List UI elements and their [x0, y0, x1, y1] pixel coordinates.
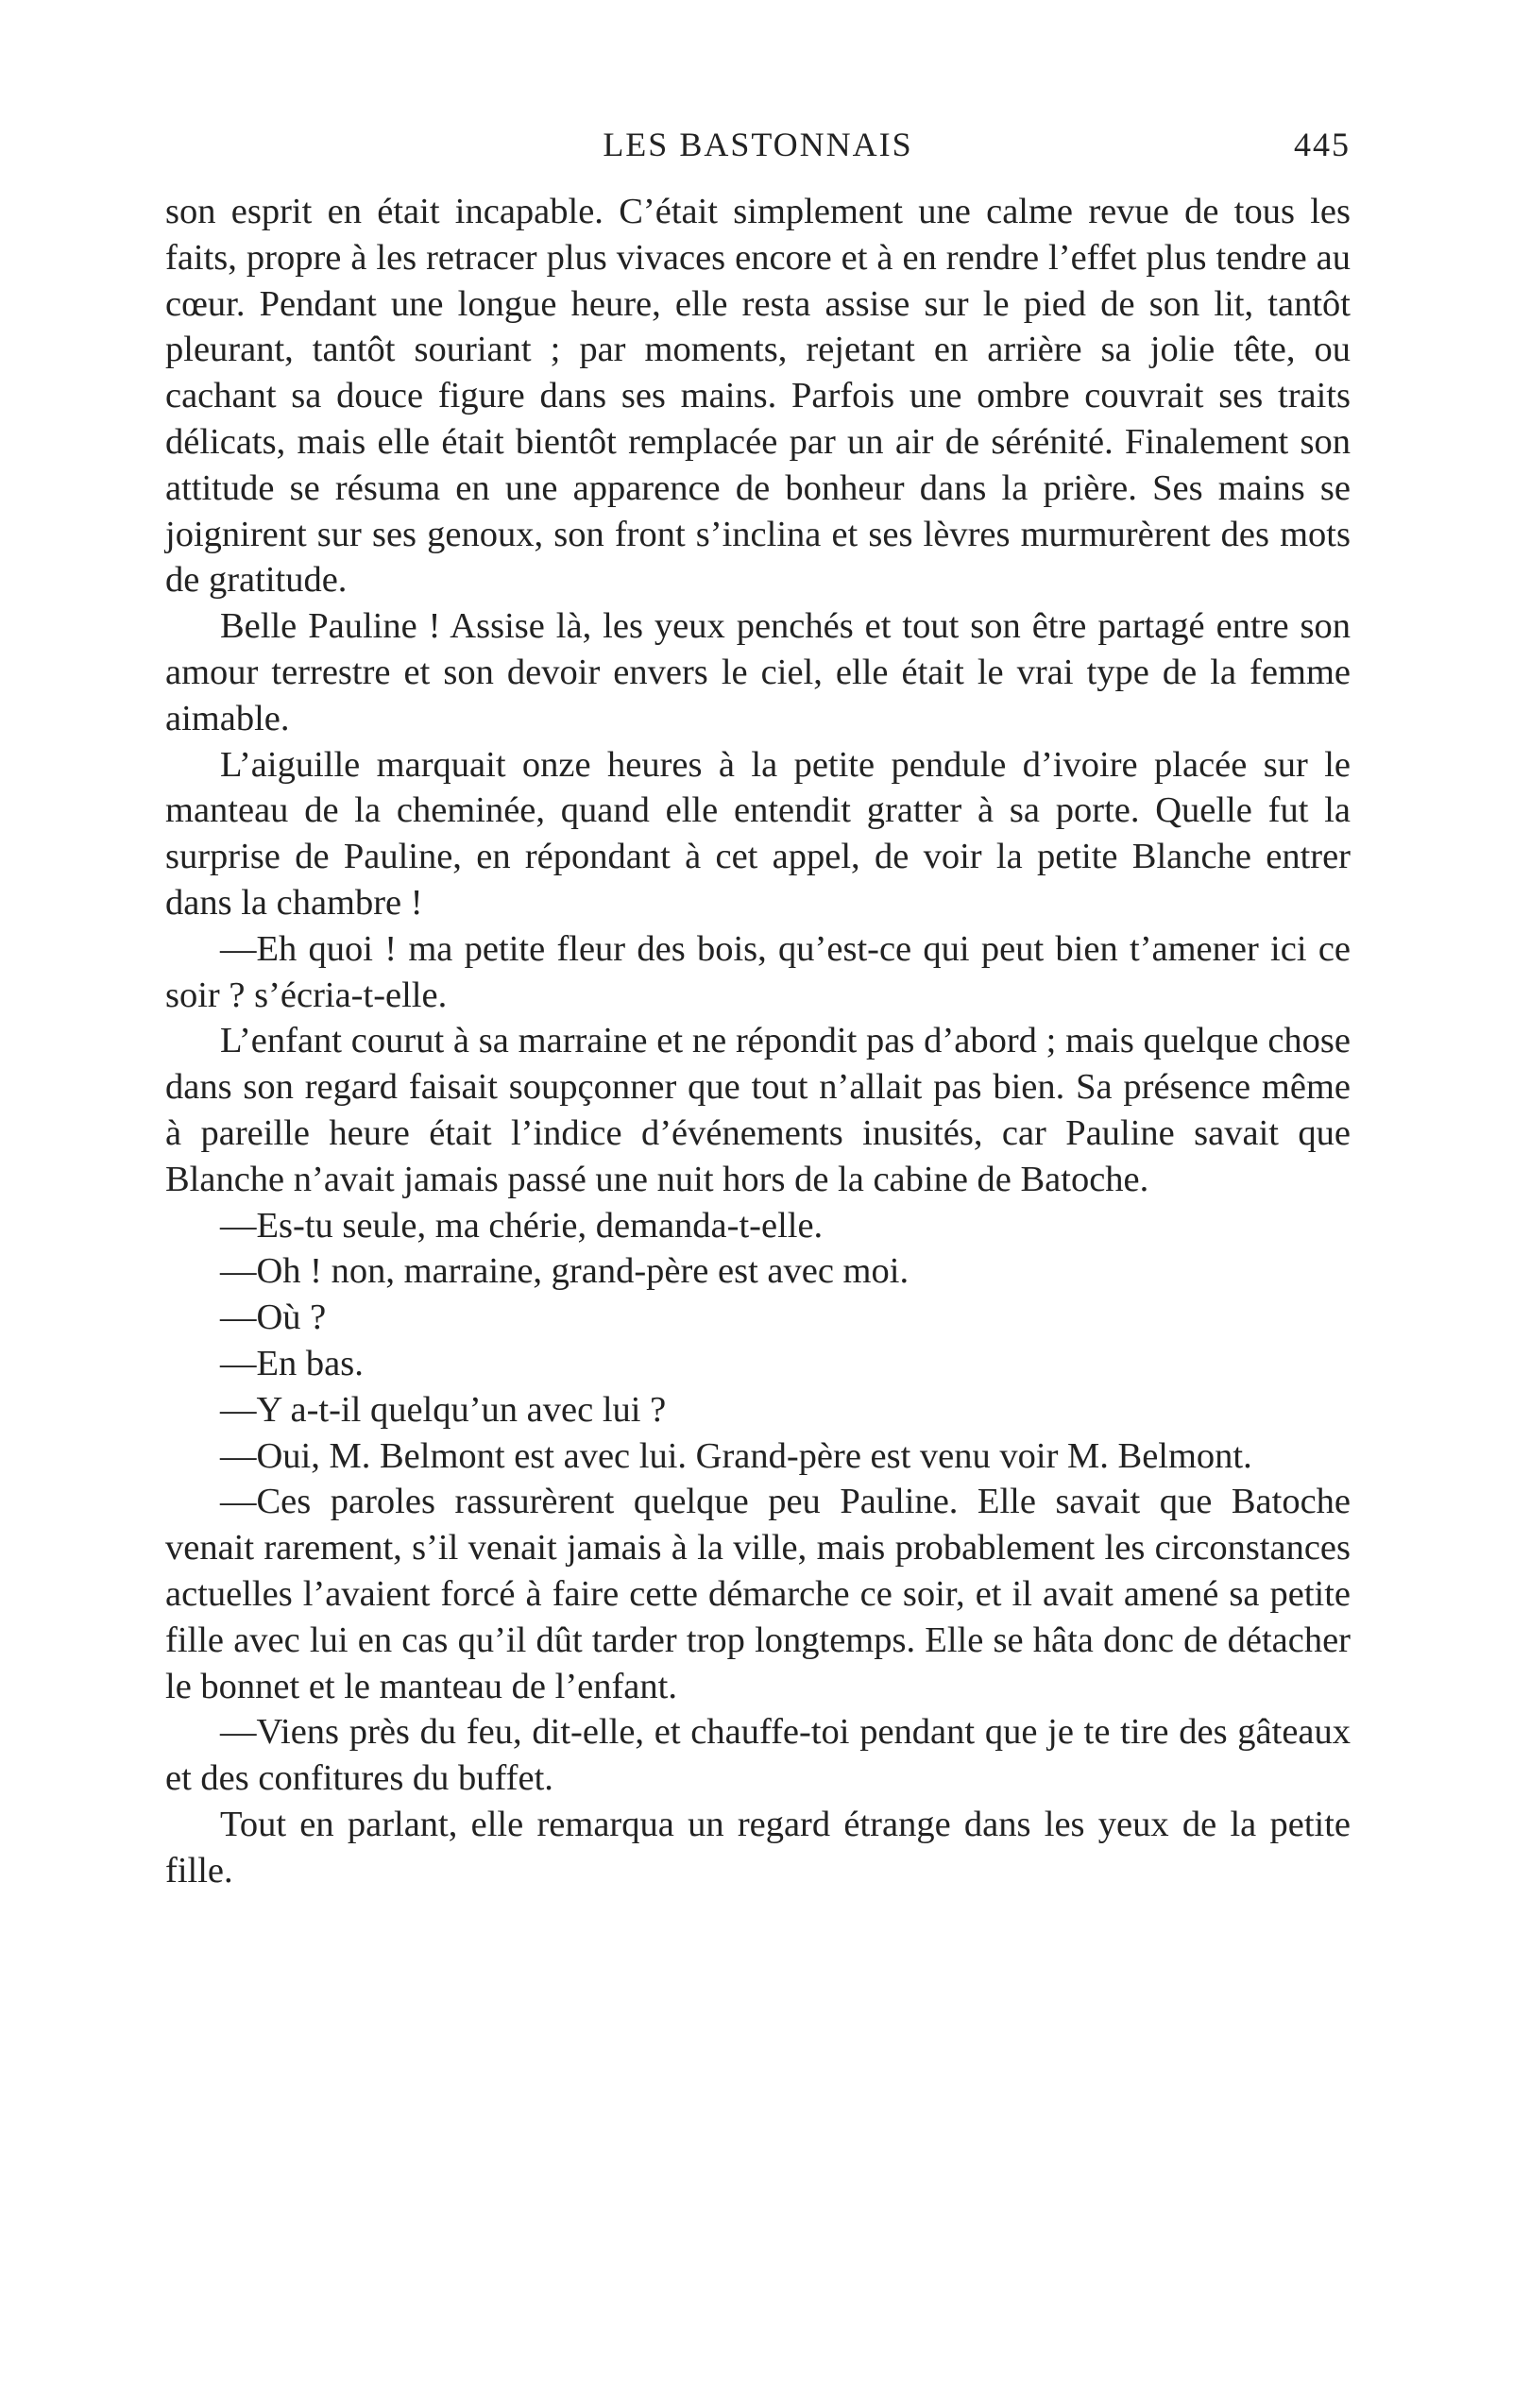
dialogue-line: —Y a-t-il quelqu’un avec lui ? [220, 1389, 667, 1430]
dialogue-line: —Oui, M. Belmont est avec lui. Grand-père est venu voir M. Belmont. [220, 1435, 1252, 1476]
paragraph: —Ces paroles rassurèrent quelque peu Pauline. Elle savait que Batoche venait rarement, s’il venait jamais à la ville, mais probablement les circonstances actuelles l’avaient forcé à faire cette démarche ce soir, et il avait amené sa petite fille avec lui en cas qu’il dût tarder trop longtemps. Elle se hâta donc de détacher le bonnet et le manteau de l’enfant. [165, 1482, 1351, 1706]
dialogue-line: —Es-tu seule, ma chérie, demanda-t-elle. [220, 1205, 824, 1246]
dialogue-line: —En bas. [220, 1343, 364, 1383]
paragraph-continued: son esprit en était incapable. C’était simplement une calme revue de tous les faits, propre à les retracer plus vivaces encore et à en rendre l’effet plus tendre au cœur. Pendant une longue heure, elle resta assise sur le pied de son lit, tantôt pleurant, tantôt souriant ; par moments, rejetant en arrière sa jolie tête, ou cachant sa douce figure dans ses mains. Parfois une ombre couvrait ses traits délicats, mais elle était bientôt remplacée par un air de sérénité. Finalement son attitude se résuma en une apparence de bonheur dans la prière. Ses mains se joignirent sur ses genoux, son front s’inclina et ses lèvres murmurèrent des mots de gratitude. [165, 192, 1351, 601]
page-number: 445 [1294, 126, 1351, 163]
paragraph: Belle Pauline ! Assise là, les yeux penchés et tout son être partagé entre son amour terrestre et son devoir envers le ciel, elle était le vrai type de la femme aimable. [165, 606, 1351, 738]
dialogue-line: —Où ? [220, 1297, 327, 1338]
book-page [165, 113, 1351, 1893]
paragraph: Tout en parlant, elle remarqua un regard étrange dans les yeux de la petite fille. [165, 1804, 1351, 1891]
dialogue-line: —Eh quoi ! ma petite fleur des bois, qu’est-ce qui peut bien t’amener ici ce soir ? s’écria-t-elle. [165, 928, 1351, 1015]
paragraph: L’enfant courut à sa marraine et ne répondit pas d’abord ; mais quelque chose dans son regard faisait soupçonner que tout n’allait pas bien. Sa présence même à pareille heure était l’indice d’événements inusités, car Pauline savait que Blanche n’avait jamais passé une nuit hors de la cabine de Batoche. [165, 1021, 1351, 1199]
running-head [165, 113, 1351, 179]
running-title: LES BASTONNAIS [603, 126, 913, 163]
body-text [165, 189, 1351, 1893]
dialogue-line: —Viens près du feu, dit-elle, et chauffe-toi pendant que je te tire des gâteaux et des confitures du buffet. [165, 1712, 1351, 1799]
paragraph: L’aiguille marquait onze heures à la petite pendule d’ivoire placée sur le manteau de la cheminée, quand elle entendit gratter à sa porte. Quelle fut la surprise de Pauline, en répondant à cet appel, de voir la petite Blanche entrer dans la chambre ! [165, 744, 1351, 923]
dialogue-line: —Oh ! non, marraine, grand-père est avec moi. [220, 1251, 910, 1292]
